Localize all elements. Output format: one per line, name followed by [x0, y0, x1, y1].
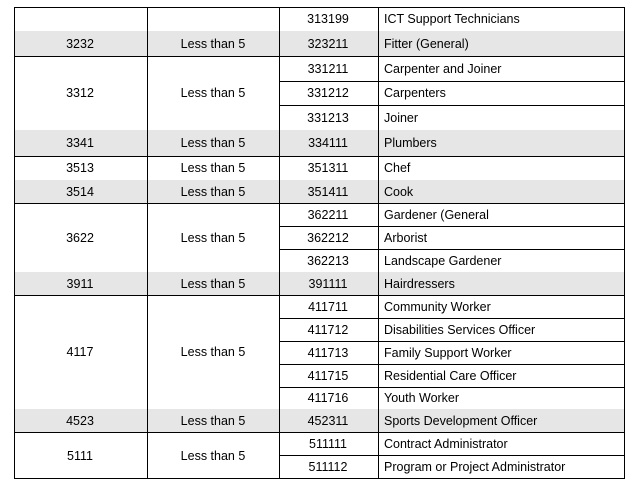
count-value: Less than 5: [180, 344, 246, 359]
occupation-title: Arborist: [384, 230, 428, 245]
count-value: Less than 5: [180, 135, 246, 150]
group-code: 3312: [66, 85, 94, 100]
occupation-title: Disabilities Services Officer: [384, 322, 536, 337]
occupation-title: Gardener (General: [384, 207, 489, 222]
group-code: 5111: [67, 448, 93, 463]
anzsco-code: 362212: [307, 230, 349, 245]
group-code: 4523: [66, 413, 94, 428]
occupation-title: Contract Administrator: [384, 436, 508, 451]
anzsco-code: 411716: [307, 390, 349, 405]
occupation-title: Youth Worker: [384, 390, 460, 405]
occupation-title: Cook: [384, 184, 414, 199]
occupation-title: Sports Development Officer: [384, 413, 538, 428]
anzsco-code: 411711: [308, 299, 348, 314]
occupation-table: [14, 7, 625, 479]
group-code: 3622: [66, 230, 94, 245]
count-value: Less than 5: [180, 36, 246, 51]
anzsco-code: 391111: [308, 276, 348, 291]
count-value: Less than 5: [180, 184, 246, 199]
occupation-title: Residential Care Officer: [384, 368, 517, 383]
occupation-title: Program or Project Administrator: [384, 459, 566, 474]
anzsco-code: 351311: [307, 160, 349, 175]
occupation-title: Fitter (General): [384, 36, 469, 51]
count-value: Less than 5: [180, 160, 246, 175]
count-value: Less than 5: [180, 85, 246, 100]
occupation-title: Joiner: [384, 110, 419, 125]
anzsco-code: 362211: [307, 207, 349, 222]
group-code: 3513: [66, 160, 94, 175]
occupation-title: Carpenters: [384, 85, 446, 100]
group-code: 4117: [66, 344, 94, 359]
anzsco-code: 411715: [307, 368, 349, 383]
occupation-title: Community Worker: [384, 299, 491, 314]
group-code: 3232: [66, 36, 94, 51]
anzsco-code: 511111: [308, 436, 348, 451]
anzsco-code: 331212: [307, 85, 349, 100]
count-value: Less than 5: [180, 448, 246, 463]
anzsco-code: 331211: [307, 61, 349, 76]
occupation-title: ICT Support Technicians: [384, 11, 520, 26]
occupation-title: Chef: [384, 160, 411, 175]
anzsco-code: 411712: [307, 322, 349, 337]
occupation-title: Family Support Worker: [384, 345, 512, 360]
anzsco-code: 411713: [307, 345, 349, 360]
anzsco-code: 334111: [308, 135, 348, 150]
anzsco-code: 313199: [307, 11, 349, 26]
count-value: Less than 5: [180, 413, 246, 428]
anzsco-code: 362213: [307, 253, 349, 268]
occupation-title: Landscape Gardener: [384, 253, 502, 268]
anzsco-code: 351411: [307, 184, 349, 199]
occupation-title: Plumbers: [384, 135, 437, 150]
anzsco-code: 323211: [307, 36, 349, 51]
occupation-title: Hairdressers: [384, 276, 455, 291]
count-value: Less than 5: [180, 276, 246, 291]
group-code: 3911: [66, 276, 94, 291]
anzsco-code: 511112: [308, 459, 348, 474]
count-value: Less than 5: [180, 230, 246, 245]
anzsco-code: 452311: [307, 413, 349, 428]
occupation-title: Carpenter and Joiner: [384, 61, 502, 76]
table-border: [14, 7, 625, 479]
anzsco-code: 331213: [307, 110, 349, 125]
group-code: 3514: [66, 184, 94, 199]
group-code: 3341: [66, 135, 94, 150]
